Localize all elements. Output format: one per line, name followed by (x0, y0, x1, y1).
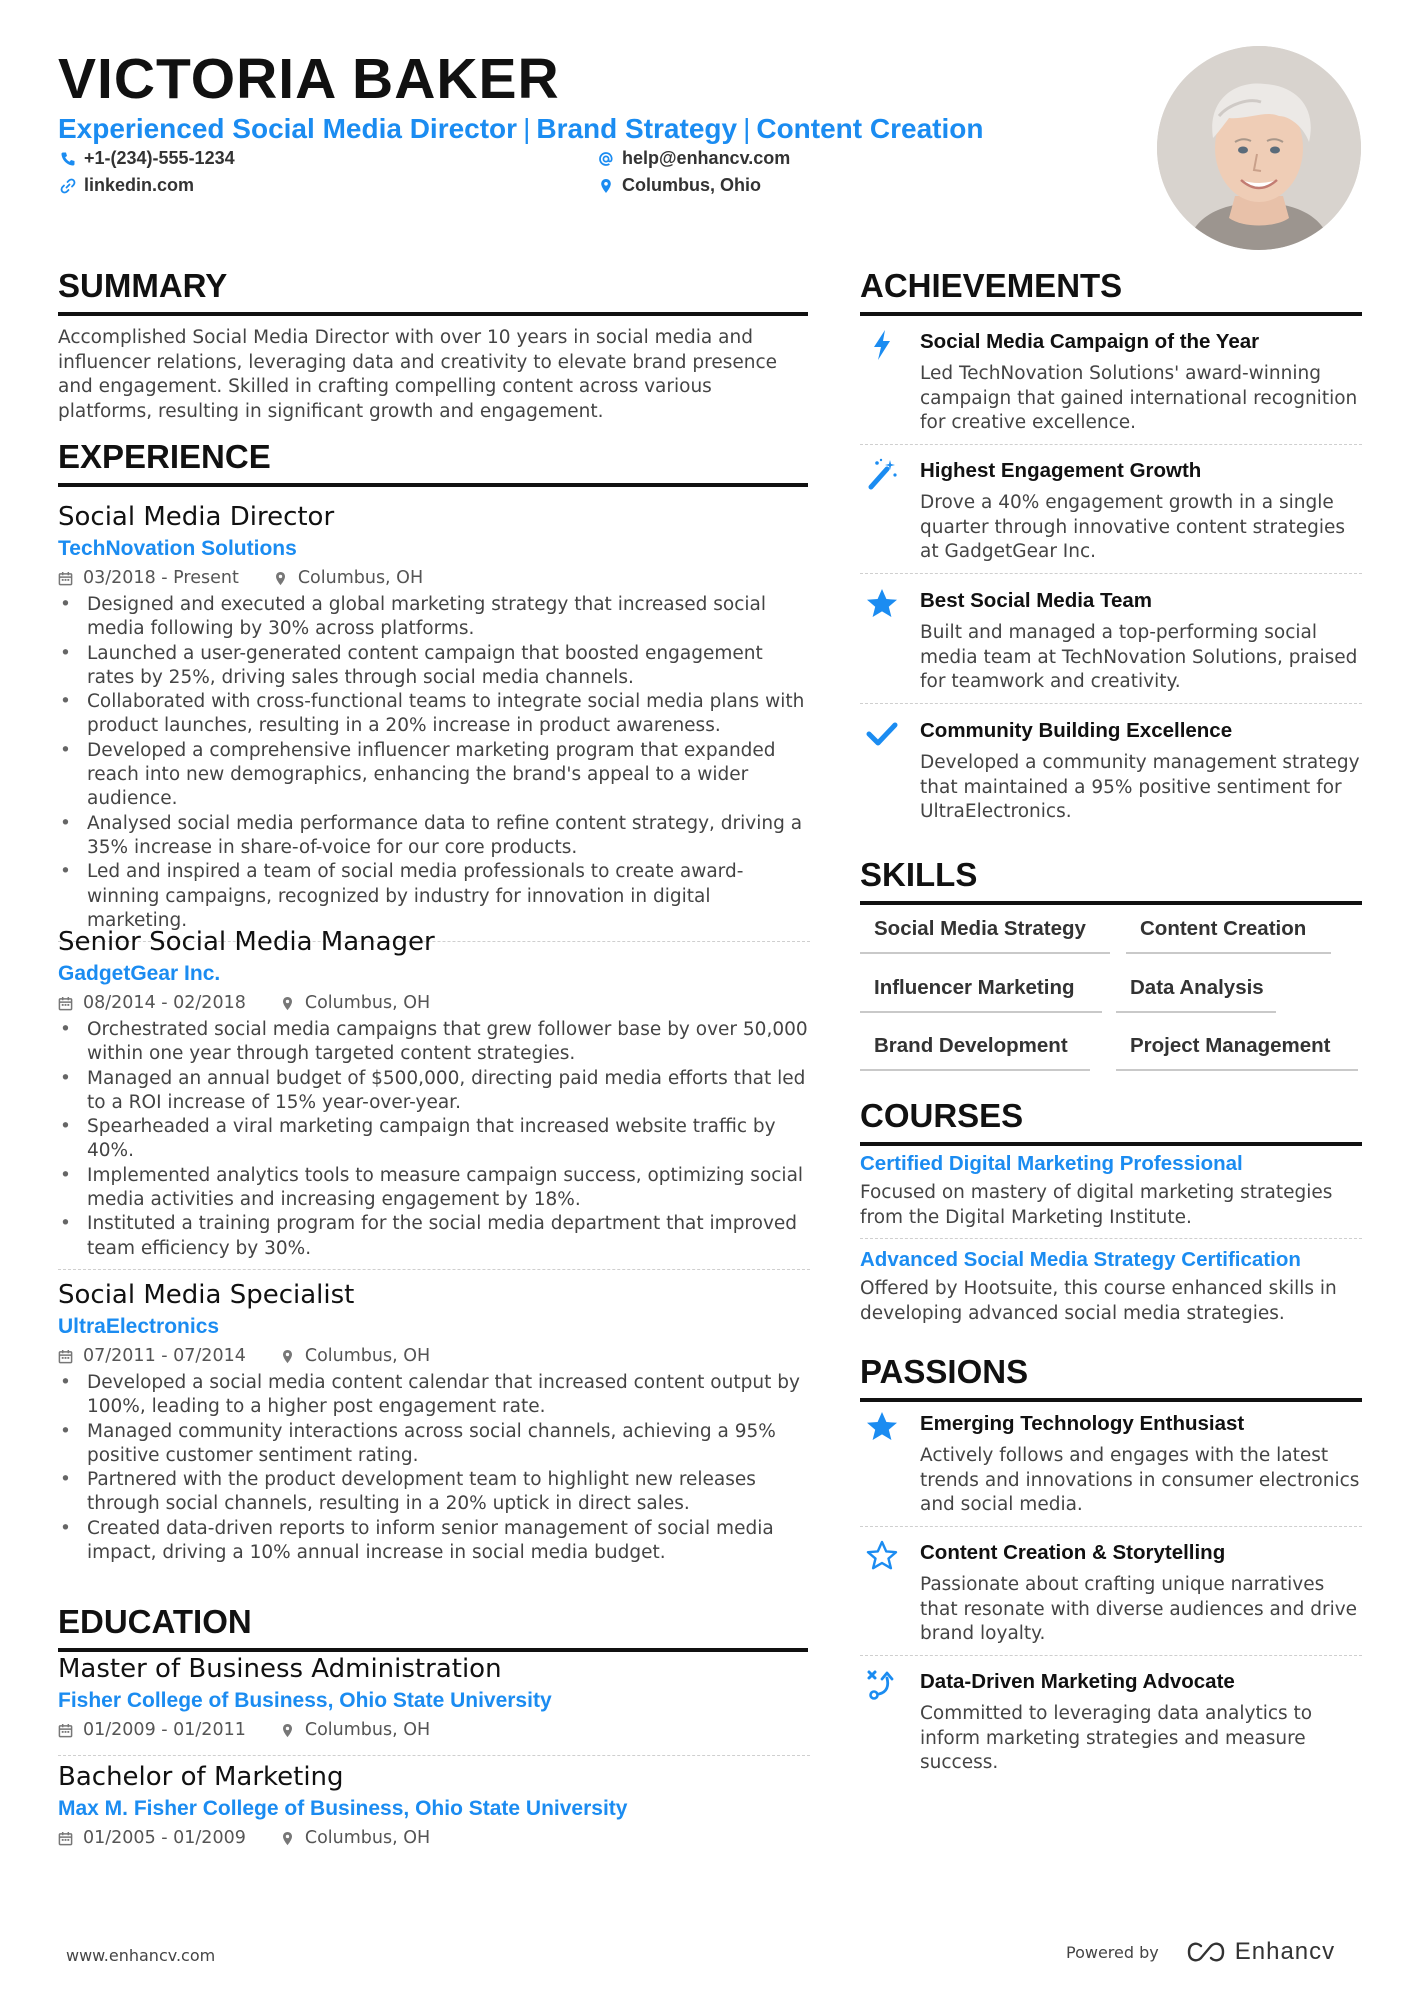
courses-heading: COURSES (860, 1096, 1362, 1146)
bullet-item: • Implemented analytics tools to measure campaign success, optimizing social media activities and increasing engagement by 18%. (58, 1164, 810, 1213)
passion-desc: Actively follows and engages with the latest trends and innovations in consumer electronics and social media. (920, 1445, 1360, 1515)
headline (58, 112, 983, 146)
calendar-icon (58, 1723, 73, 1738)
contact-linkedin[interactable] (60, 175, 194, 196)
job-dates: 08/2014 - 02/2018 (83, 993, 246, 1013)
achievement-title: Highest Engagement Growth (920, 459, 1202, 482)
divider (860, 444, 1362, 445)
experience-heading: EXPERIENCE (58, 437, 808, 487)
checkmark-icon (865, 717, 899, 751)
course-title[interactable]: Certified Digital Marketing Professional (860, 1152, 1243, 1175)
bullet-item: • Managed an annual budget of $500,000, directing paid media efforts that led to a ROI increase of 15% year-over-year. (58, 1067, 810, 1116)
footer-website[interactable]: www.enhancv.com (66, 1946, 216, 1965)
achievement-item (860, 587, 1362, 704)
achievement-item (860, 457, 1362, 574)
achievement-desc: Developed a community management strategy that maintained a 95% positive sentiment for UltraElectronics. (920, 752, 1360, 822)
star-icon (865, 1410, 899, 1444)
achievement-desc: Led TechNovation Solutions' award-winning campaign that gained international recognition for creative excellence. (920, 363, 1358, 433)
job-title: Social Media Director (58, 502, 335, 532)
education-location: Columbus, OH (304, 1720, 431, 1740)
course-desc: Focused on mastery of digital marketing strategies from the Digital Marketing Institute. (860, 1182, 1333, 1228)
course-item (860, 1246, 1362, 1326)
job-bullets (58, 1371, 810, 1565)
bullet-item: • Spearheaded a viral marketing campaign that increased website traffic by 40%. (58, 1115, 810, 1164)
headline-separator: | (743, 113, 751, 144)
skill-tag: Project Management (1116, 1031, 1358, 1071)
degree-title: Master of Business Administration (58, 1654, 502, 1684)
job-location: Columbus, OH (297, 568, 424, 588)
divider (58, 1269, 810, 1270)
skill-tag: Data Analysis (1116, 973, 1276, 1013)
company-name[interactable]: GadgetGear Inc. (58, 962, 221, 985)
divider (58, 1755, 810, 1756)
experience-item (58, 925, 810, 1270)
experience-item (58, 500, 810, 942)
job-title: Senior Social Media Manager (58, 927, 435, 957)
headline-separator: | (523, 113, 531, 144)
skill-tag: Content Creation (1126, 914, 1331, 954)
bullet-item: • Led and inspired a team of social media professionals to create award-winning campaigns, recognized by industry for innovation in digital marketing. (58, 860, 810, 933)
divider (860, 1238, 1362, 1239)
contact-location (598, 175, 761, 196)
job-meta (58, 565, 810, 591)
bullet-item: • Collaborated with cross-functional teams to integrate social media plans with product launches, resulting in a 20% increase in product awareness. (58, 690, 810, 739)
passion-desc: Passionate about crafting unique narratives that resonate with diverse audiences and drive brand loyalty. (920, 1574, 1358, 1644)
job-meta (58, 990, 810, 1016)
achievement-desc: Built and managed a top-performing social media team at TechNovation Solutions, praised for teamwork and creativity. (920, 622, 1358, 692)
passion-title: Content Creation & Storytelling (920, 1541, 1226, 1564)
skills-heading: SKILLS (860, 855, 1362, 905)
course-desc: Offered by Hootsuite, this course enhanced skills in developing advanced social media strategies. (860, 1278, 1337, 1324)
headline-part-1: Experienced Social Media Director (58, 113, 518, 144)
education-location: Columbus, OH (304, 1828, 431, 1848)
achievement-desc: Drove a 40% engagement growth in a single quarter through innovative content strategies at GadgetGear Inc. (920, 492, 1345, 562)
divider (860, 1526, 1362, 1527)
school-name[interactable]: Max M. Fisher College of Business, Ohio State University (58, 1797, 628, 1820)
bullet-item: • Designed and executed a global marketing strategy that increased social media following by 30% across platforms. (58, 593, 810, 642)
education-meta (58, 1717, 810, 1743)
star-outline-icon (865, 1539, 899, 1573)
degree-title: Bachelor of Marketing (58, 1762, 344, 1792)
education-item (58, 1652, 810, 1756)
location-pin-icon (280, 1723, 295, 1738)
job-meta (58, 1343, 810, 1369)
skill-tag: Brand Development (860, 1031, 1090, 1071)
bullet-item: • Managed community interactions across social channels, achieving a 95% positive customer sentiment rating. (58, 1420, 810, 1469)
linkedin-text: linkedin.com (84, 175, 195, 195)
divider (860, 573, 1362, 574)
headline-part-3: Content Creation (756, 113, 984, 144)
bullet-item: • Partnered with the product development team to highlight new releases through social channels, resulting in a 20% uptick in direct sales. (58, 1468, 810, 1517)
email-text: help@enhancv.com (622, 148, 791, 168)
star-icon (865, 587, 899, 621)
headline-part-2: Brand Strategy (536, 113, 738, 144)
bullet-item: • Analysed social media performance data to refine content strategy, driving a 35% increase in share-of-voice for our core products. (58, 812, 810, 861)
passion-title: Emerging Technology Enthusiast (920, 1412, 1245, 1435)
portrait-illustration (1157, 46, 1361, 250)
summary-text: Accomplished Social Media Director with over 10 years in social media and influencer relations, leveraging data and creativity to elevate brand presence and engagement. Skilled in crafting compelling content across various platforms, resulting in significant growth and engagement. (58, 327, 778, 422)
bullet-item: • Developed a comprehensive influencer marketing program that expanded reach into new demographics, enhancing the brand's appeal to a wider audience. (58, 739, 810, 812)
education-meta (58, 1825, 810, 1851)
passion-title: Data-Driven Marketing Advocate (920, 1670, 1235, 1693)
calendar-icon (58, 571, 73, 586)
lightning-icon (865, 328, 899, 362)
footer-branding[interactable] (1066, 1938, 1335, 1966)
achievement-title: Best Social Media Team (920, 589, 1153, 612)
passion-item (860, 1410, 1362, 1527)
education-heading: EDUCATION (58, 1602, 808, 1652)
calendar-icon (58, 1349, 73, 1364)
company-name[interactable]: UltraElectronics (58, 1315, 220, 1338)
calendar-icon (58, 1831, 73, 1846)
course-title[interactable]: Advanced Social Media Strategy Certification (860, 1248, 1301, 1271)
bullet-item: • Instituted a training program for the social media department that improved team efficiency by 30%. (58, 1212, 810, 1261)
calendar-icon (58, 996, 73, 1011)
achievement-item (860, 717, 1362, 825)
divider (860, 1655, 1362, 1656)
enhancv-logo-icon (1185, 1940, 1229, 1964)
location-pin-icon (280, 996, 295, 1011)
job-location: Columbus, OH (304, 1346, 431, 1366)
job-bullets (58, 1018, 810, 1261)
bullet-item: • Launched a user-generated content campaign that boosted engagement rates by 25%, driving sales through social media channels. (58, 642, 810, 691)
link-icon (60, 178, 76, 194)
job-dates: 07/2011 - 07/2014 (83, 1346, 246, 1366)
location-pin-icon (273, 571, 288, 586)
bullet-item: • Orchestrated social media campaigns that grew follower base by over 50,000 within one year through targeted content strategies. (58, 1018, 810, 1067)
job-bullets (58, 593, 810, 933)
brand-name: Enhancv (1234, 1938, 1336, 1965)
achievements-heading: ACHIEVEMENTS (860, 266, 1362, 316)
passions-heading: PASSIONS (860, 1352, 1362, 1402)
company-name[interactable]: TechNovation Solutions (58, 537, 297, 560)
summary-heading: SUMMARY (58, 266, 808, 316)
skill-tag: Social Media Strategy (860, 914, 1110, 954)
bullet-item: • Developed a social media content calendar that increased content output by 100%, leading to a higher post engagement rate. (58, 1371, 810, 1420)
education-item (58, 1760, 810, 1851)
achievement-title: Social Media Campaign of the Year (920, 330, 1260, 353)
achievement-title: Community Building Excellence (920, 719, 1233, 742)
skill-tag: Influencer Marketing (860, 973, 1102, 1013)
job-location: Columbus, OH (304, 993, 431, 1013)
job-dates: 03/2018 - Present (83, 568, 239, 588)
profile-photo (1157, 46, 1361, 250)
achievement-item (860, 328, 1362, 445)
phone-icon (60, 151, 76, 167)
job-title: Social Media Specialist (58, 1280, 355, 1310)
divider (860, 703, 1362, 704)
course-item (860, 1150, 1362, 1239)
education-dates: 01/2005 - 01/2009 (83, 1828, 246, 1848)
at-sign-icon (598, 151, 614, 167)
education-dates: 01/2009 - 01/2011 (83, 1720, 246, 1740)
bullet-item: • Created data-driven reports to inform senior management of social media impact, driving a 10% annual increase in social media budget. (58, 1517, 810, 1566)
location-text: Columbus, Ohio (622, 175, 761, 195)
location-pin-icon (280, 1349, 295, 1364)
location-pin-icon (280, 1831, 295, 1846)
strategy-icon (865, 1668, 899, 1702)
contact-phone[interactable] (60, 148, 235, 169)
passion-desc: Committed to leveraging data analytics to inform marketing strategies and measure success. (920, 1703, 1313, 1773)
location-pin-icon (598, 178, 614, 194)
contact-email[interactable] (598, 148, 790, 169)
candidate-name: VICTORIA BAKER (58, 47, 560, 111)
passion-item (860, 1539, 1362, 1656)
passion-item (860, 1668, 1362, 1776)
powered-by-text: Powered by (1066, 1942, 1159, 1962)
phone-text: +1-(234)-555-1234 (84, 148, 235, 168)
school-name[interactable]: Fisher College of Business, Ohio State University (58, 1689, 552, 1712)
magic-wand-icon (865, 457, 899, 491)
experience-item (58, 1278, 810, 1565)
